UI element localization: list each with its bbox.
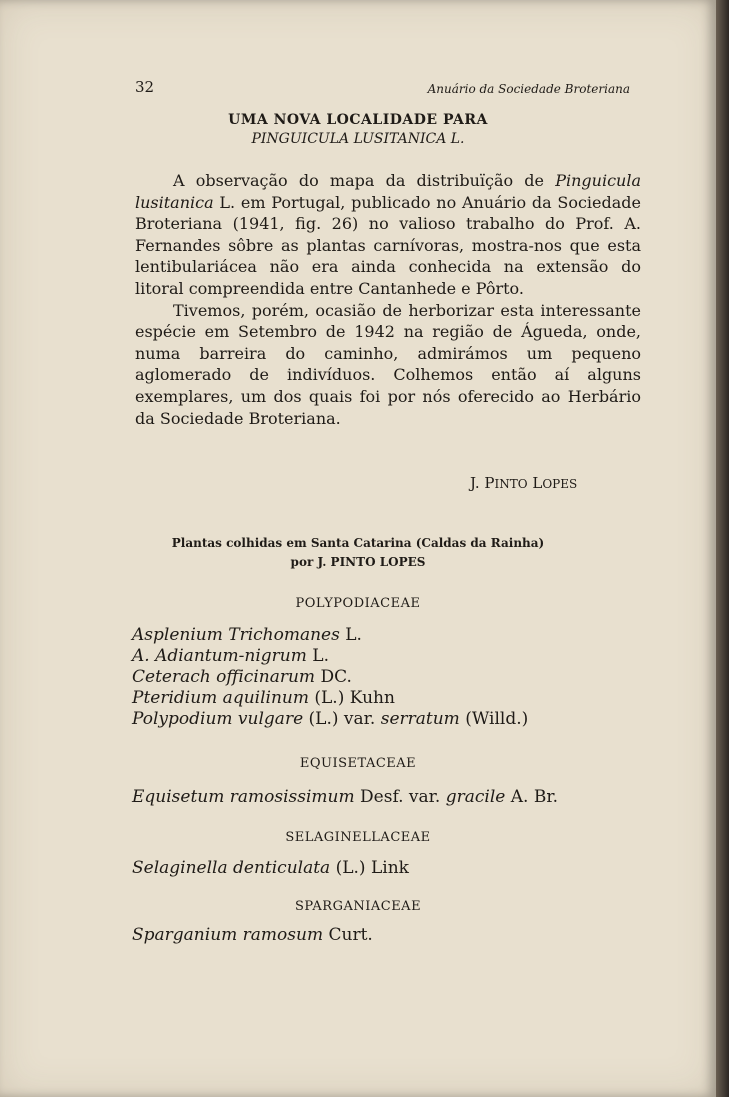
italic-run: A. Adiantum-nigrum bbox=[132, 646, 307, 666]
text-run: A. Br. bbox=[505, 787, 559, 807]
species-list bbox=[132, 925, 373, 946]
signature-part: J. P bbox=[470, 474, 495, 492]
running-head bbox=[135, 78, 630, 100]
article-body bbox=[135, 170, 641, 429]
signature bbox=[470, 474, 577, 492]
text-run: DC. bbox=[315, 667, 352, 687]
italic-run: Polypodium vulgare bbox=[132, 709, 304, 729]
species-entry bbox=[132, 925, 373, 946]
paragraph bbox=[135, 170, 641, 300]
species-entry bbox=[132, 667, 528, 688]
text-run: (Willd.) bbox=[459, 709, 529, 729]
journal-title: Anuário da Sociedade Broteriana bbox=[427, 82, 630, 96]
species-list bbox=[132, 858, 409, 879]
text-run: Tivemos, porém, ocasião de herborizar esta interessante espécie em Setembro de 1942 na região de Águeda, onde, numa barreira do caminho, admirámos um pequeno aglomerado de indivíduos. Colhemos então aí alguns exemplares, um dos quais foi por nós oferecido ao Herbário da Sociedade Broteriana. bbox=[135, 300, 641, 428]
family-heading: EQUISETACEAE bbox=[299, 756, 417, 771]
species-entry bbox=[132, 688, 528, 709]
section-author: por J. PINTO LOPES bbox=[290, 555, 426, 569]
species-entry bbox=[132, 858, 409, 879]
text-run: (L.) Kuhn bbox=[308, 688, 395, 708]
italic-run: Selaginella denticulata bbox=[132, 858, 331, 878]
article-title-line1: UMA NOVA LOCALIDADE PARA bbox=[228, 112, 488, 128]
italic-run: serratum bbox=[380, 709, 460, 729]
article-title-line2: PINGUICULA LUSITANICA L. bbox=[251, 131, 465, 147]
signature-part: OPES bbox=[542, 477, 578, 491]
section-title: Plantas colhidas em Santa Catarina (Caldas da Rainha) bbox=[171, 536, 545, 550]
family-heading: POLYPODIACEAE bbox=[295, 596, 421, 611]
paragraph bbox=[135, 300, 641, 430]
page-number: 32 bbox=[135, 78, 155, 96]
text-run: L. bbox=[339, 625, 362, 645]
italic-run: Asplenium Trichomanes bbox=[132, 625, 340, 645]
family-heading: SPARGANIACEAE bbox=[294, 899, 422, 914]
text-run: Curt. bbox=[323, 925, 373, 945]
text-run: L. bbox=[306, 646, 329, 666]
italic-run: gracile bbox=[445, 787, 506, 807]
text-run: (L.) var. bbox=[303, 709, 381, 729]
italic-run: Pteridium aquilinum bbox=[132, 688, 309, 708]
italic-run: Ceterach officinarum bbox=[132, 667, 316, 687]
italic-run: Sparganium ramosum bbox=[132, 925, 324, 945]
page-edge bbox=[716, 0, 729, 1097]
italic-run: Equisetum ramosissimum bbox=[132, 787, 355, 807]
text-run: L. em Portugal, publicado no Anuário da Sociedade Broteriana (1941, fig. 26) no valioso trabalho do Prof. A. Fernandes sôbre as plantas carnívoras, mostra-nos que esta lentibulariácea não era ainda conhecida na extensão do litoral compreendida entre Cantanhede e Pôrto. bbox=[135, 192, 641, 298]
species-entry bbox=[132, 787, 558, 808]
species-entry bbox=[132, 709, 528, 730]
italic-run: Pinguicula lusitanica bbox=[135, 171, 641, 212]
species-entry bbox=[132, 625, 528, 646]
species-list bbox=[132, 787, 558, 808]
signature-part: INTO bbox=[494, 477, 528, 491]
text-run: A observação do mapa da distribuïção de bbox=[173, 171, 556, 190]
text-run: Desf. var. bbox=[354, 787, 446, 807]
family-heading: SELAGINELLACEAE bbox=[285, 830, 431, 845]
species-list bbox=[132, 625, 528, 730]
species-entry bbox=[132, 646, 528, 667]
text-run: (L.) Link bbox=[330, 858, 409, 878]
signature-part: L bbox=[527, 474, 543, 492]
